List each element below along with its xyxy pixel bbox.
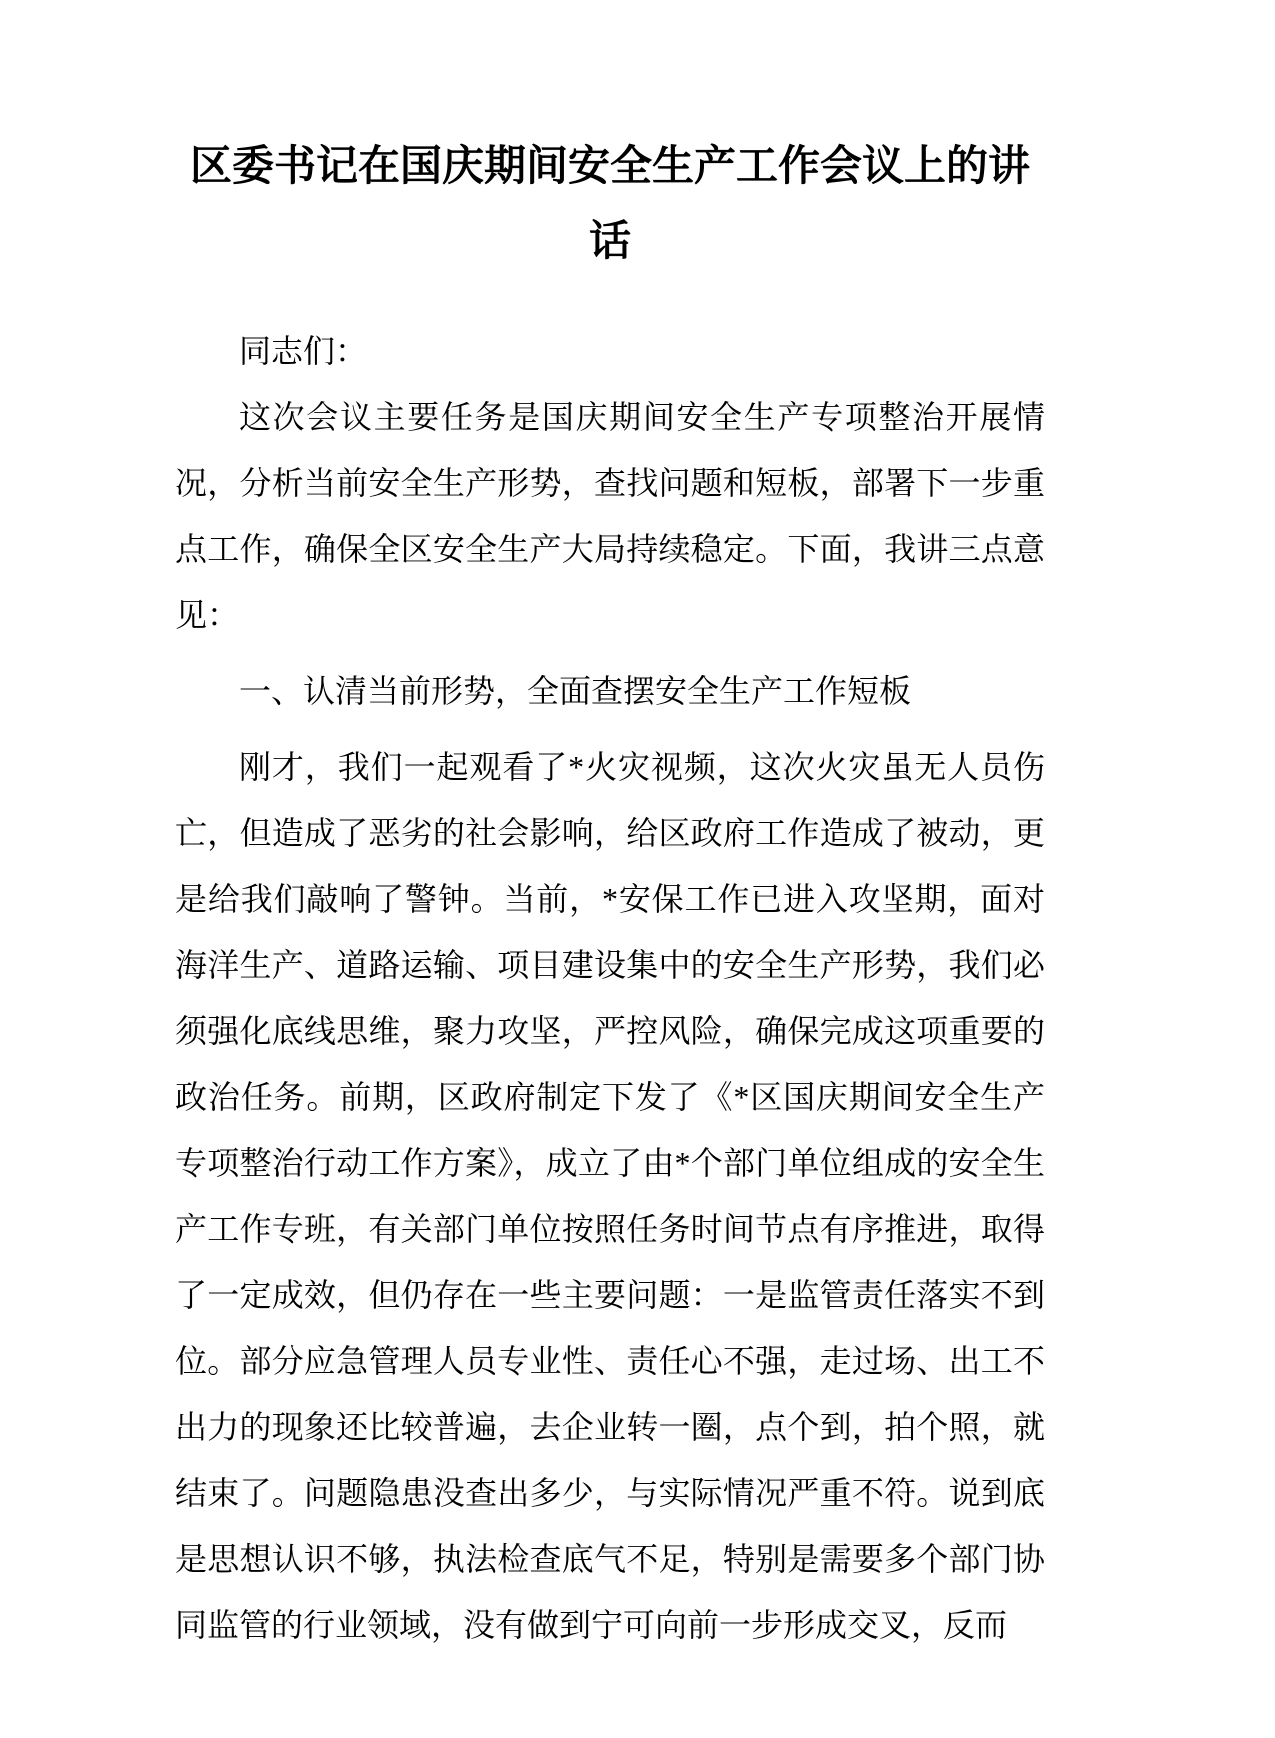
salutation: 同志们：: [239, 333, 368, 369]
intro-paragraph: 这次会议主要任务是国庆期间安全生产专项整治开展情况，分析当前安全生产形势，查找问题和短板，部署下一步重点工作，确保全区安全生产大局持续稳定。下面，我讲三点意见：: [175, 399, 1045, 633]
section-1-paragraph: 刚才，我们一起观看了*火灾视频，这次火灾虽无人员伤亡，但造成了恶劣的社会影响，给区政府工作造成了被动，更是给我们敲响了警钟。当前，*安保工作已进入攻坚期，面对海洋生产、道路运输、项目建设集中的安全生产形势，我们必须强化底线思维，聚力攻坚，严控风险，确保完成这项重要的政治任务。前期，区政府制定下发了《*区国庆期间安全生产专项整治行动工作方案》，成立了由*个部门单位组成的安全生产工作专班，有关部门单位按照任务时间节点有序推进，取得了一定成效，但仍存在一些主要问题：一是监管责任落实不到位。部分应急管理人员专业性、责任心不强，走过场、出工不出力的现象还比较普遍，去企业转一圈，点个到，拍个照，就结束了。问题隐患没查出多少，与实际情况严重不符。说到底是思想认识不够，执法检查底气不足，特别是需要多个部门协同监管的行业领域，没有做到宁可向前一步形成交叉，反而: [175, 749, 1045, 1643]
section-1-heading: 一、认清当前形势，全面查摆安全生产工作短板: [239, 673, 912, 709]
document-title: 区委书记在国庆期间安全生产工作会议上的讲话: [189, 144, 1030, 265]
